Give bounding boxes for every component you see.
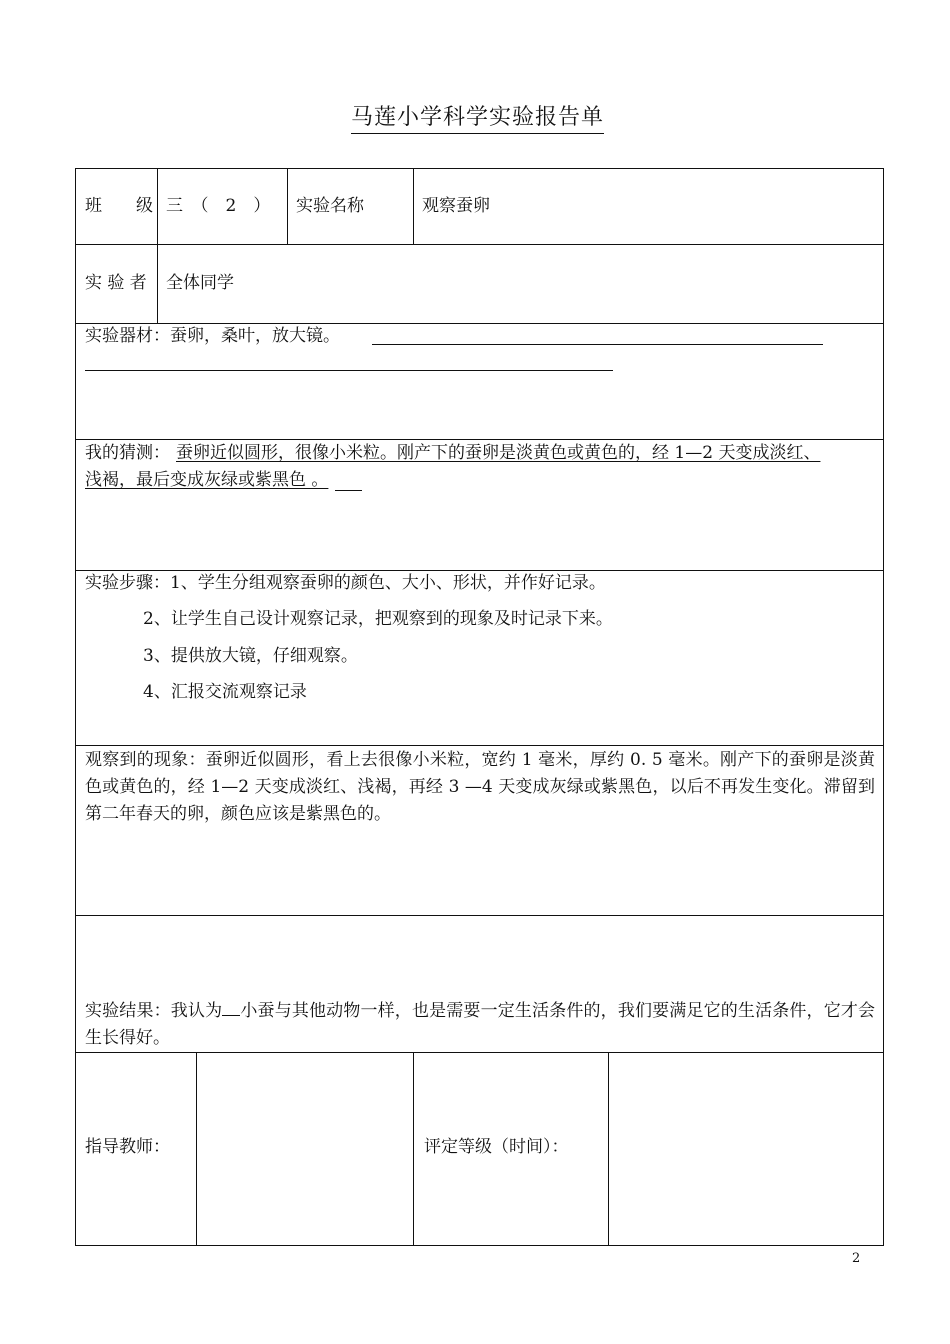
guess-line-1: 蚕卵近似圆形，很像小米粒。刚产下的蚕卵是淡黄色或黄色的，经 1—2 天变成淡红、 bbox=[176, 443, 821, 463]
class-value: 三 （ 2 ） bbox=[166, 196, 271, 216]
guess-line-2: 浅褐，最后变成灰绿或紫黑色 。 bbox=[85, 470, 329, 490]
materials-text: 实验器材：蚕卵，桑叶，放大镜。 bbox=[85, 326, 340, 346]
steps-step-4: 4、汇报交流观察记录 bbox=[143, 682, 307, 702]
experimenter-value: 全体同学 bbox=[166, 273, 234, 293]
guess-label: 我的猜测： bbox=[85, 443, 170, 463]
page-title: 马莲小学科学实验报告单 bbox=[351, 100, 604, 134]
observation-text: 观察到的现象：蚕卵近似圆形，看上去很像小米粒，宽约 1 毫米，厚约 0. 5 毫米。刚产下的蚕卵是淡黄色或黄色的，经 1—2 天变成淡红、浅褐，再经 3 —4 天变成灰绿或紫黑色，以后不再发生变化。滞留到第二年春天的卵，颜色应该是紫黑色的。 bbox=[85, 750, 875, 824]
steps-step-2: 2、让学生自己设计观察记录，把观察到的现象及时记录下来。 bbox=[143, 609, 613, 629]
experimenter-label: 实 验 者 bbox=[85, 273, 147, 293]
result-text bbox=[85, 998, 875, 1052]
guess-fill-line bbox=[335, 490, 362, 491]
page-number: 2 bbox=[852, 1251, 861, 1266]
result-label: 实验结果：我认为 bbox=[85, 1001, 223, 1021]
experiment-name-label: 实验名称 bbox=[296, 196, 364, 216]
steps-step-3: 3、提供放大镜，仔细观察。 bbox=[143, 646, 358, 666]
steps-step-1: 实验步骤：1、学生分组观察蚕卵的颜色、大小、形状，并作好记录。 bbox=[85, 573, 606, 593]
result-body: 小蚕与其他动物一样，也是需要一定生活条件的，我们要满足它的生活条件，它才会生长得好。 bbox=[85, 1001, 876, 1048]
materials-fill-line bbox=[372, 344, 823, 345]
result-blank-line bbox=[222, 1001, 240, 1016]
teacher-label: 指导教师： bbox=[85, 1137, 170, 1157]
grade-label: 评定等级（时间）： bbox=[424, 1137, 569, 1157]
materials-fill-line-2 bbox=[85, 370, 613, 371]
experiment-name-value: 观察蚕卵 bbox=[422, 196, 490, 216]
class-label: 班 级 bbox=[85, 196, 153, 216]
